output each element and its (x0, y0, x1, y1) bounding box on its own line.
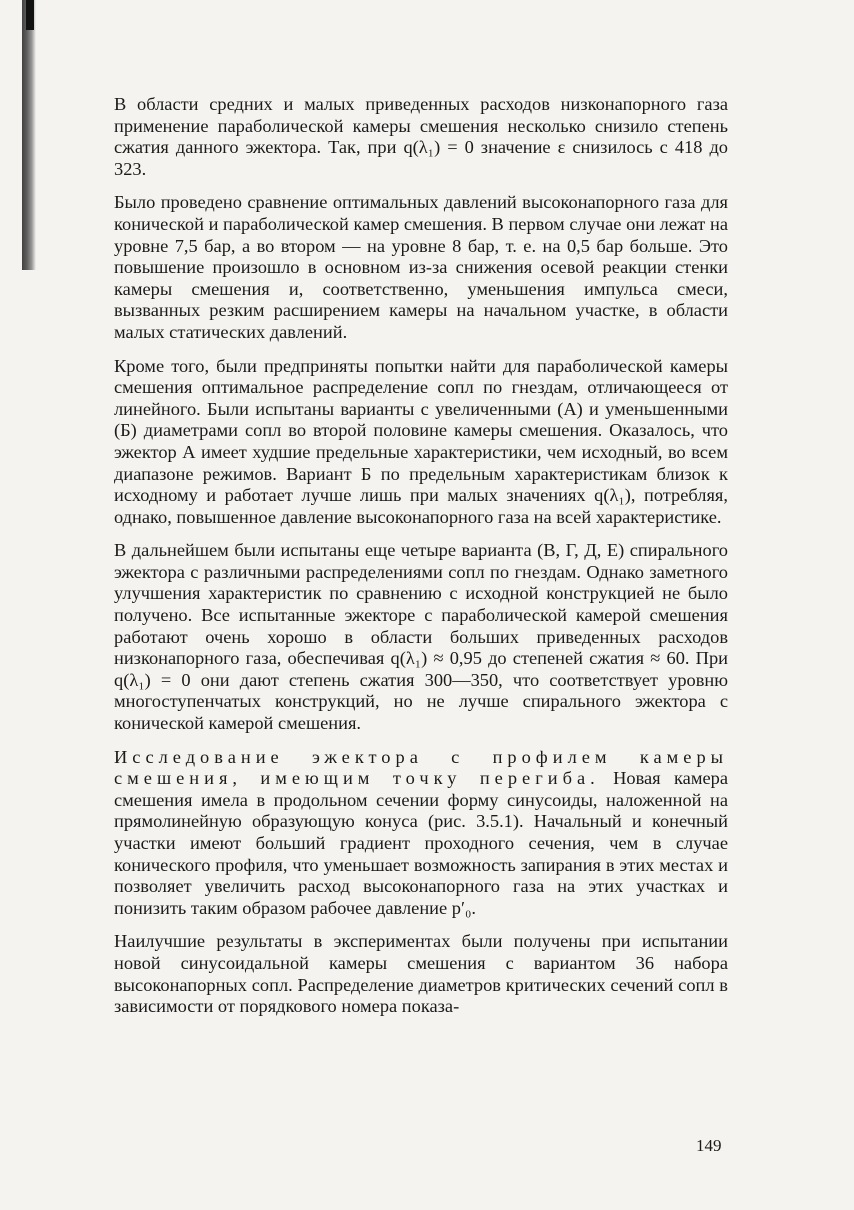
page-number: 149 (696, 1136, 722, 1155)
paragraph-4: В дальнейшем были испытаны еще четыре варианта (В, Г, Д, Е) спирального эжектора с различными распределениями сопл по гнездам. Однако заметного улучшения характеристик по сравнению с исходной конструкцией не было получено. Все испытанные эжекторе с параболической камерой смешения работают очень хорошо в области больших приведенных расходов низконапорного газа, обеспечивая q(λ₁) ≈ 0,95 до степеней сжатия ≈ 60. При q(λ₁) = 0 они дают степень сжатия 300—350, что соответствует уровню многоступенчатых конструкций, но не лучше спирального эжектора с конической камерой смешения. (114, 540, 728, 734)
page-text (114, 94, 728, 1030)
paragraph-3: Кроме того, были предприняты попытки найти для параболической камеры смешения оптимальное распределение сопл по гнездам, отличающееся от линейного. Были испытаны варианты с увеличенными (А) и уменьшенными (Б) диаметрами сопл во второй половине камеры смешения. Оказалось, что эжектор А имеет худшие предельные характеристики, чем исходный, во всем диапазоне режимов. Вариант Б по предельным характеристикам близок к исходному и работает лучше лишь при малых значениях q(λ₁), потребляя, однако, повышенное давление высоконапорного газа на всей характеристике. (114, 355, 728, 527)
section-paragraph (114, 747, 728, 920)
paragraph-1: В области средних и малых приведенных расходов низконапорного газа применение параболической камеры смешения несколько снизило степень сжатия данного эжектора. Так, при q(λ₁) = 0 значение ε снизилось с 418 до 323. (114, 94, 728, 179)
section-body: Новая камера смешения имела в продольном сечении форму синусоиды, наложенной на прямолинейную образующую конуса (рис. 3.5.1). Начальный и конечный участки имеют больший градиент проходного сечения, чем в случае конического профиля, что уменьшает возможность запирания в этих местах и позволяет увеличить расход высоконапорного газа на этих участках и понизить таким образом рабочее давление p′₀. (114, 768, 728, 918)
paragraph-2: Было проведено сравнение оптимальных давлений высоконапорного газа для конической и параболической камер смешения. В первом случае они лежат на уровне 7,5 бар, а во втором — на уровне 8 бар, т. е. на 0,5 бар больше. Это повышение произошло в основном из-за снижения осевой реакции стенки камеры смешения и, соответственно, уменьшения импульса смеси, вызванных резким расширением камеры на начальном участке, в области малых статических давлений. (114, 192, 728, 342)
paragraph-last: Наилучшие результаты в экспериментах были получены при испытании новой синусоидальной камеры смешения с вариантом 36 набора высоконапорных сопл. Распределение диаметров критических сечений сопл в зависимости от порядкового номера показа- (114, 931, 728, 1017)
scan-edge-dark (26, 0, 34, 30)
scan-edge-shadow (22, 0, 36, 270)
section-heading: Исследование эжектора с профилем камеры смешения, имеющим точку перегиба. (114, 746, 728, 789)
